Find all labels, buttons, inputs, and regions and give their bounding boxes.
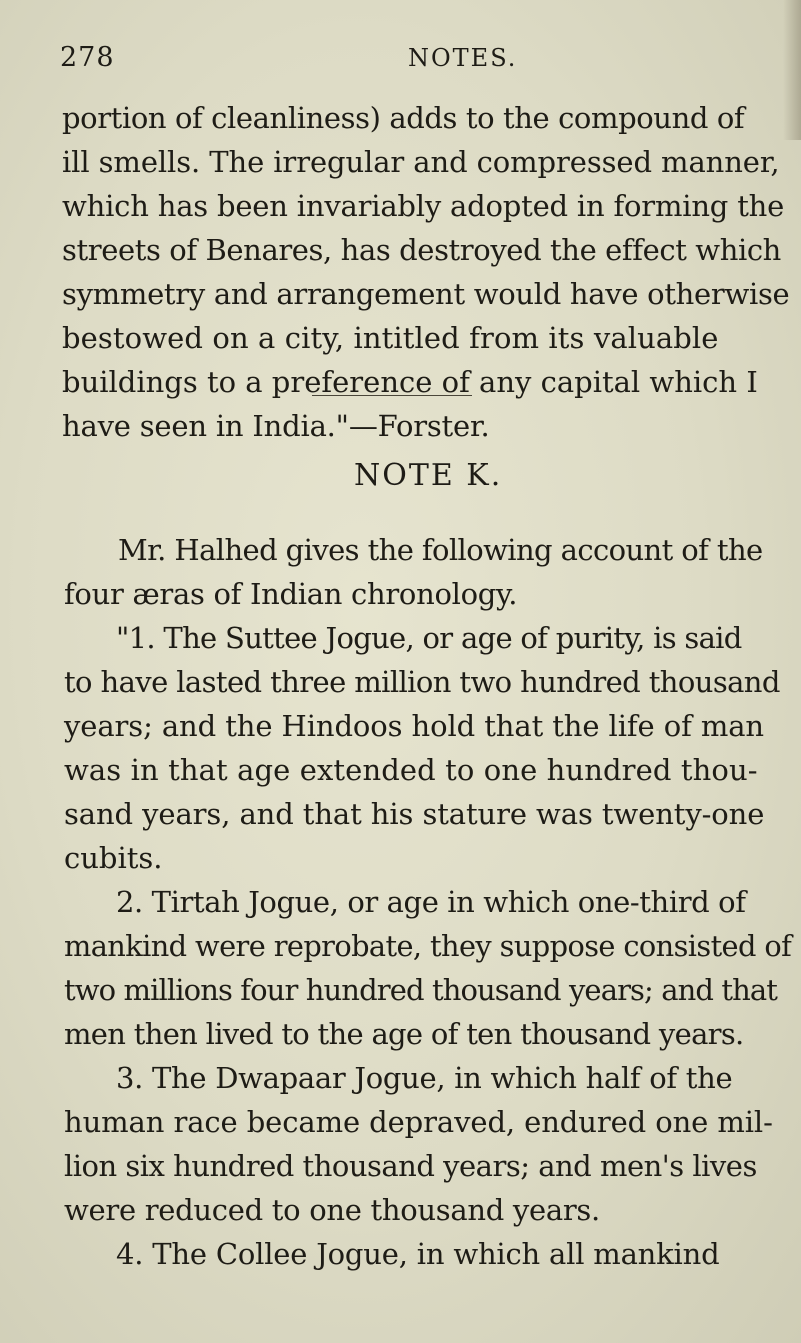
page-number: 278 bbox=[60, 42, 115, 73]
text-line: was in that age extended to one hundred thou- bbox=[64, 753, 758, 787]
text-line: ill smells. The irregular and compressed manner, bbox=[62, 145, 780, 179]
text-line: streets of Benares, has destroyed the effect which bbox=[62, 233, 781, 267]
text-line: human race became depraved, endured one mil- bbox=[64, 1105, 773, 1139]
text-line: Mr. Halhed gives the following account of the bbox=[118, 533, 763, 567]
text-line: sand years, and that his stature was twenty-one bbox=[64, 797, 765, 831]
text-line: two millions four hundred thousand years; and that bbox=[64, 973, 778, 1007]
text-line: buildings to a preference of any capital which I bbox=[62, 365, 758, 399]
text-line: 4. The Collee Jogue, in which all mankind bbox=[116, 1237, 720, 1271]
note-title: NOTE K. bbox=[354, 458, 503, 493]
text-line: cubits. bbox=[64, 841, 163, 875]
text-line: to have lasted three million two hundred thousand bbox=[64, 665, 780, 699]
text-line: symmetry and arrangement would have otherwise bbox=[62, 277, 790, 311]
running-head: NOTES. bbox=[408, 44, 518, 72]
text-line: have seen in India."—Forster. bbox=[62, 409, 490, 443]
text-line: men then lived to the age of ten thousand years. bbox=[64, 1017, 744, 1051]
text-line: 2. Tirtah Jogue, or age in which one-third of bbox=[116, 885, 746, 919]
text-line: bestowed on a city, intitled from its valuable bbox=[62, 321, 719, 355]
text-line: 3. The Dwapaar Jogue, in which half of the bbox=[116, 1061, 733, 1095]
text-line: portion of cleanliness) adds to the compound of bbox=[62, 101, 745, 135]
text-line: lion six hundred thousand years; and men's lives bbox=[64, 1149, 757, 1183]
text-line: which has been invariably adopted in forming the bbox=[62, 189, 785, 223]
text-line: "1. The Suttee Jogue, or age of purity, is said bbox=[116, 621, 742, 655]
text-line: mankind were reprobate, they suppose consisted of bbox=[64, 929, 792, 963]
text-line: four æras of Indian chronology. bbox=[64, 577, 518, 611]
text-line: years; and the Hindoos hold that the life of man bbox=[64, 709, 764, 743]
text-line: were reduced to one thousand years. bbox=[64, 1193, 600, 1227]
